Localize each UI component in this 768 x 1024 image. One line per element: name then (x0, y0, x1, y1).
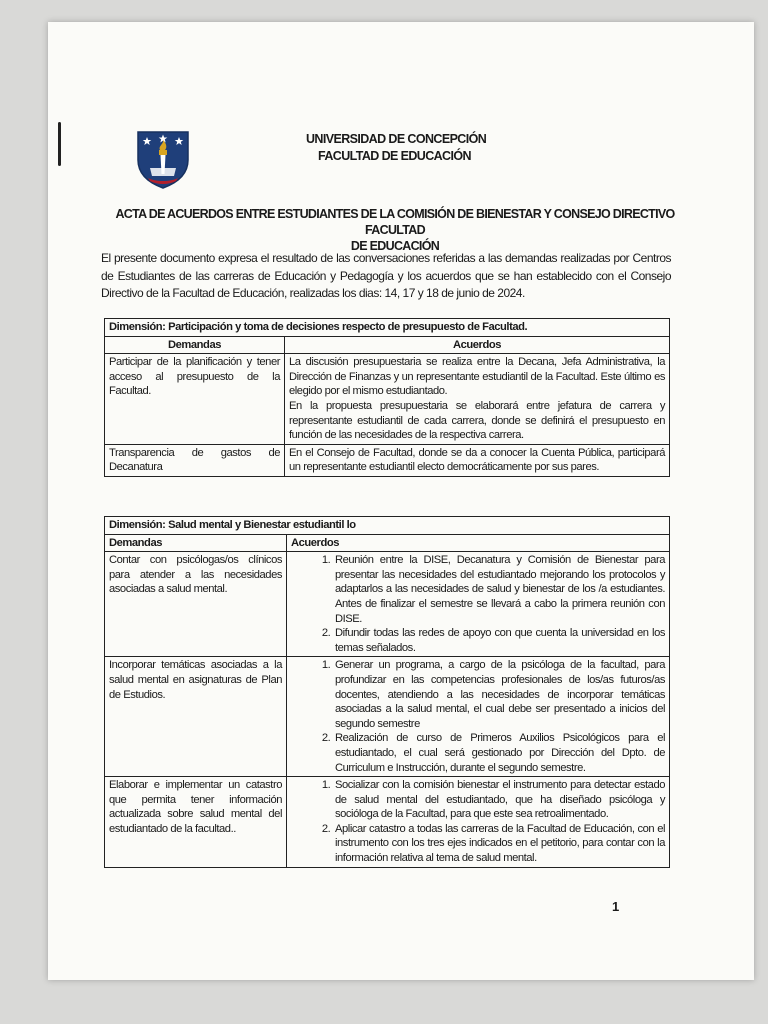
list-item: 2. Aplicar catastro a todas las carreras de la Facultad de Educación, con el instrumento con los tres ejes indicados en el petitorio, para contar con la información relativa al tema de salud mental. (333, 822, 665, 866)
document-title (100, 206, 690, 254)
column-header-demandas: Demandas (105, 534, 287, 552)
agreement-cell (287, 552, 670, 657)
title-line-2: DE EDUCACIÓN (350, 239, 440, 253)
list-item: 1. Generar un programa, a cargo de la psicóloga de la facultad, para profundizar en las competencias profesionales de los/as futuros/as docentes, atendiendo a las necesidades de incorporar temáticas asociadas a la salud mental, el cual debe ser presentado a inicios del segundo semestre (333, 658, 665, 731)
demand-cell: Elaborar e implementar un catastro que permita tener información actualizada sobre salud mental del estudiantado de la facultad.. (105, 777, 287, 868)
demand-cell: Incorporar temáticas asociadas a la salud mental en asignaturas de Plan de Estudios. (105, 657, 287, 777)
demand-cell: Transparencia de gastos de Decanatura (105, 444, 285, 476)
institution-header (306, 131, 486, 165)
intro-paragraph: El presente documento expresa el resultado de las conversaciones referidas a las demandas realizadas por Centros de Estudiantes de las carreras de Educación y Pedagogía y los acuerdos que se han establecido con el Consejo Directivo de la Facultad de Educación, realizadas los dias: 14, 17 y 18 de junio de 2024. (101, 251, 671, 300)
column-header-demandas: Demandas (105, 336, 285, 354)
dimension-heading: Dimensión: Participación y toma de decisiones respecto de presupuesto de Facultad. (105, 319, 670, 337)
faculty-name: FACULTAD DE EDUCACIÓN (318, 149, 471, 163)
demand-cell: Participar de la planificación y tener acceso al presupuesto de la Facultad. (105, 354, 285, 445)
pen-mark (58, 122, 61, 166)
title-line-1: ACTA DE ACUERDOS ENTRE ESTUDIANTES DE LA COMISIÓN DE BIENESTAR Y CONSEJO DIRECTIVO FACULTAD (115, 207, 675, 237)
dimension-heading: Dimensión: Salud mental y Bienestar estudiantil lo (105, 517, 670, 535)
list-item: 1. Socializar con la comisión bienestar el instrumento para detectar estado de salud mental del estudiantado, que ha diseñado psicóloga y socióloga de la Facultad, para que este sea retroalimentado. (333, 778, 665, 822)
agreement-list (291, 778, 665, 866)
list-item: 2. Realización de curso de Primeros Auxilios Psicológicos para el estudiantado, el cual será gestionado por Dirección del Dpto. de Curriculum e Instrucción, durante el segundo semestre. (333, 731, 665, 775)
agreement-cell (285, 354, 670, 445)
agreement-paragraph: La discusión presupuestaria se realiza entre la Decana, Jefa Administrativa, la Dirección de Finanzas y un representante estudiantil de la Facultad. Este último es elegido por el mismo estudiantado. (289, 356, 665, 398)
university-crest-icon (134, 126, 192, 190)
budget-agreements-table (104, 318, 670, 477)
agreement-list (291, 658, 665, 775)
agreement-paragraph: En el Consejo de Facultad, donde se da a conocer la Cuenta Pública, participará un representante estudiantil electo democráticamente por sus pares. (289, 446, 665, 474)
demand-cell: Contar con psicólogas/os clínicos para atender a las necesidades asociadas a salud mental. (105, 552, 287, 657)
agreement-cell (287, 777, 670, 868)
agreement-cell (285, 444, 670, 476)
table-row (105, 552, 670, 657)
column-header-acuerdos: Acuerdos (287, 534, 670, 552)
university-name: UNIVERSIDAD DE CONCEPCIÓN (306, 132, 487, 146)
page-number: 1 (612, 899, 620, 914)
agreement-list (291, 553, 665, 655)
list-item: 1. Reunión entre la DISE, Decanatura y Comisión de Bienestar para presentar las necesidades del estudiantado mejorando los protocolos y adaptarlos a las necesidades de salud y bienestar de los /a estudiantes. Antes de finalizar el semestre se llevará a cabo la primera reunión con DISE. (333, 553, 665, 626)
table-row (105, 777, 670, 868)
agreement-cell (287, 657, 670, 777)
table-row (105, 354, 670, 445)
table-row (105, 444, 670, 476)
column-header-acuerdos: Acuerdos (285, 336, 670, 354)
table-row (105, 657, 670, 777)
list-item: 2. Difundir todas las redes de apoyo con que cuenta la universidad en los temas señalados. (333, 626, 665, 655)
mental-health-agreements-table (104, 516, 670, 868)
agreement-paragraph: En la propuesta presupuestaria se elaborará entre jefatura de carrera y representante estudiantil de cada carrera, donde se definirá el presupuesto en función de las necesidades de la respectiva carrera. (289, 399, 665, 442)
